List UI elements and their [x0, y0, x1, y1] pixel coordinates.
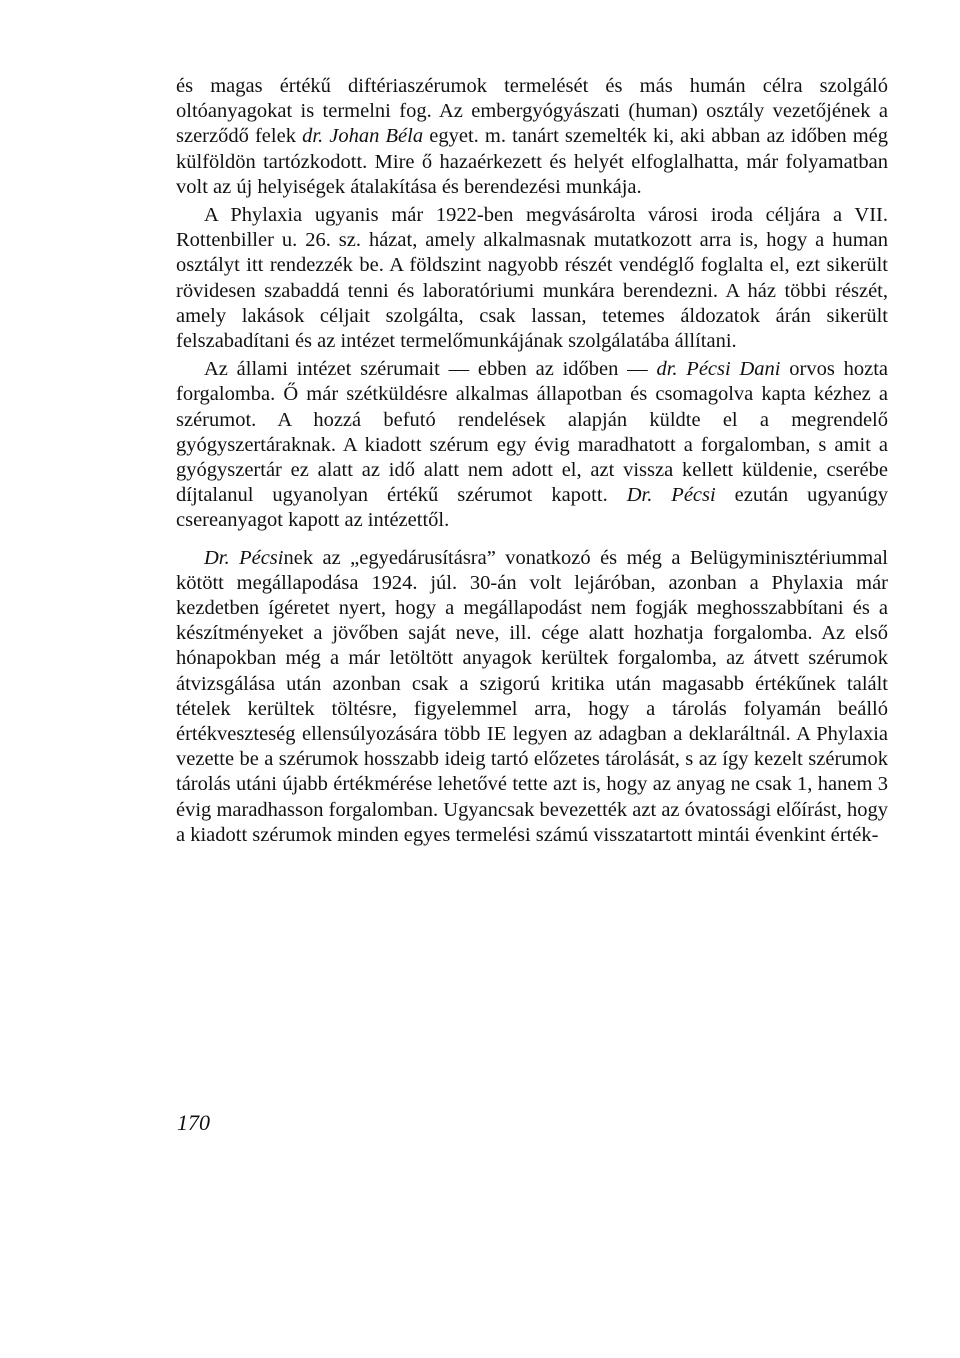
paragraph-4	[176, 546, 888, 848]
italic-name: dr. Johan Béla	[302, 125, 424, 148]
page-number: 170	[177, 1110, 210, 1135]
page-body	[176, 74, 888, 848]
paragraph-1	[176, 74, 888, 200]
italic-name: Dr. Pécsi	[204, 546, 284, 569]
paragraph-3	[176, 357, 888, 533]
text-segment: és magas értékű diftériaszérumok termelését és más humán célra szolgáló oltóanyagokat is termelni fog. Az embergyógyászati (human) osztály vezetőjének a szerződő felek	[176, 75, 888, 148]
text-segment: orvos hozta forgalomba. Ő már szétküldésre alkalmas állapotban és csomagolva kapta kézhez a szérumot. A hozzá befutó rendelések alapján küldte el a megrendelő gyógyszertáraknak. A kiadott szérum egy évig maradhatott a forgalomban, s amit a gyógyszertár ez alatt az idő alatt nem adott el, azt vissza kellett küldenie, cserébe díjtalanul ugyanolyan értékű szérumot kapott.	[176, 358, 888, 507]
text-segment: egyet. m. tanárt szemelték ki, aki abban az időben még külföldön tartózkodott. Mire ő hazaérkezett és helyét elfoglalhatta, már folyamatban volt az új helyiségek átalakítása és berendezési munkája.	[176, 125, 888, 198]
text-segment: Az állami intézet szérumait — ebben az időben —	[204, 358, 657, 381]
text-segment: ezután ugyanúgy csereanyagot kapott az intézettől.	[176, 484, 888, 532]
text-segment: nek az „egyedárusításra” vonatkozó és még a Belügyminisztériummal kötött megállapodása 1924. júl. 30-án volt lejáróban, azonban a Phylaxia már kezdetben ígéretet nyert, hogy a megállapodást nem fogják meghosszabbítani és a készítményeket a jövőben saját neve, ill. cége alatt hozhatja forgalomba. Az első hónapokban még a már letöltött anyagok kerültek forgalomba, az átvett szérumok átvizsgálása után azonban csak a szigorú kritika után magasabb értékűnek talált tételek kerültek töltésre, figyelemmel arra, hogy a tárolás folyamán beálló értékveszteség ellensúlyozására több IE legyen az adagban a deklaráltnál. A Phylaxia vezette be a szérumok hosszabb ideig tartó előzetes tárolását, s az így kezelt szérumok tárolás utáni újabb értékmérése lehetővé tette azt is, hogy az anyag ne csak 1, hanem 3 évig maradhasson forgalomban. Ugyancsak bevezették azt az óvatossági előírást, hogy a kiadott szérumok minden egyes termelési számú visszatartott mintái évenkint érték-	[176, 546, 888, 846]
italic-name: Dr. Pécsi	[626, 484, 716, 507]
text-segment: A Phylaxia ugyanis már 1922-ben megvásárolta városi iroda céljára a VII. Rottenbiller u. 26. sz. házat, amely alkalmasnak mutatkozott arra is, hogy a human osztályt itt rendezzék be. A földszint nagyobb részét vendéglő foglalta el, ezt sikerült rövidesen szabaddá tenni és laboratóriumi munkára berendezni. A ház többi részét, amely lakások céljait szolgálta, csak lassan, tetemes áldozatok árán sikerült felszabadítani és az intézet termelőmunkájának szolgálatába állítani.	[176, 204, 888, 353]
italic-name: dr. Pécsi Dani	[656, 358, 781, 381]
paragraph-2	[176, 203, 888, 354]
